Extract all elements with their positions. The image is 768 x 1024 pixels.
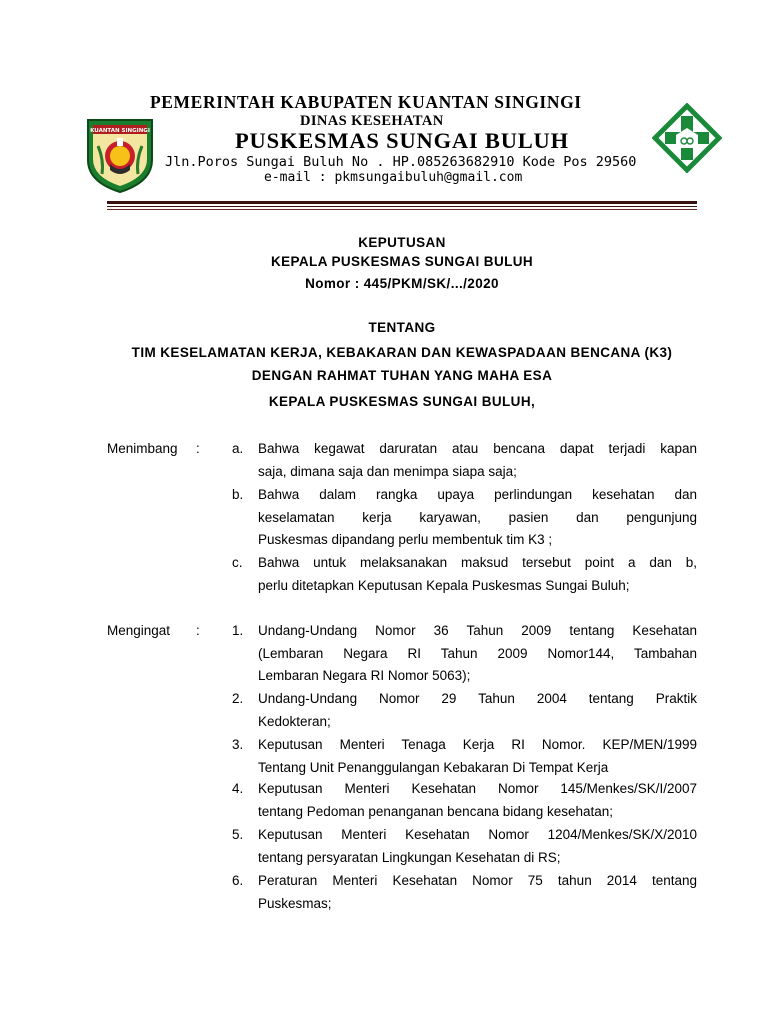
mengingat-mark-2: 2. [232,691,244,706]
address-line: Jln.Poros Sungai Buluh No . HP.085263682910 Kode Pos 29560 [165,154,637,170]
menimbang-c-line-2: perlu ditetapkan Keputusan Kepala Puskesmas Sungai Buluh; [258,577,630,593]
menimbang-item-a [258,438,697,483]
decree-issuer: KEPALA PUSKESMAS SUNGAI BULUH [270,254,534,269]
agency-name: DINAS KESEHATAN [300,113,444,129]
mengingat-2-line-1: Undang-Undang Nomor 29 Tahun 2004 tentang Praktik [258,691,697,706]
menimbang-a-line-1: Bahwa kegawat daruratan atau bencana dapat terjadi kapan [258,441,697,456]
mengingat-label: Mengingat [107,623,171,638]
mengingat-1-line-1: Undang-Undang Nomor 36 Tahun 2009 tentang Kesehatan [258,623,697,638]
mengingat-item-1 [258,620,697,688]
mengingat-item-6 [258,870,697,915]
letterhead-rule-thin [107,206,697,207]
email-line: e-mail : pkmsungaibuluh@gmail.com [264,170,523,185]
mengingat-6-line-2: Puskesmas; [258,895,332,911]
menimbang-b-line-2: keselamatan kerja karyawan, pasien dan pengunjung [258,509,697,525]
mengingat-item-2 [258,688,697,733]
regency-emblem-icon [84,116,156,194]
mengingat-2-line-2: Kedokteran; [258,713,331,729]
left-logo-text: KUANTAN SINGINGI [90,128,150,134]
mengingat-colon: : [196,623,200,638]
puskesmas-green-cross-icon [652,103,722,173]
mengingat-1-line-2: (Lembaran Negara RI Tahun 2009 Nomor144, Tambahan [258,645,697,661]
mengingat-4-line-2: tentang Pedoman penanganan bencana bidang kesehatan; [258,803,614,819]
mengingat-mark-6: 6. [232,873,244,888]
decree-issuer-comma: KEPALA PUSKESMAS SUNGAI BULUH, [268,394,536,409]
menimbang-mark-c: c. [232,555,243,570]
mengingat-3-line-1: Keputusan Menteri Tenaga Kerja RI Nomor. KEP/MEN/1999 [258,737,697,752]
mengingat-item-5 [258,824,697,869]
menimbang-item-c [258,552,697,597]
mengingat-mark-5: 5. [232,827,244,842]
mengingat-mark-1: 1. [232,623,244,638]
decree-subject: TIM KESELAMATAN KERJA, KEBAKARAN DAN KEWASPADAAN BENCANA (K3) [131,345,673,360]
menimbang-c-line-1: Bahwa untuk melaksanakan maksud tersebut point a dan b, [258,555,697,570]
mengingat-mark-4: 4. [232,781,244,796]
menimbang-item-b [258,484,697,552]
letterhead-rule-thick [107,201,697,204]
menimbang-b-line-1: Bahwa dalam rangka upaya perlindungan kesehatan dan [258,487,697,502]
mengingat-3-line-2: Tentang Unit Penanggulangan Kebakaran Di Tempat Kerja [258,759,609,775]
mengingat-item-3 [258,734,697,779]
mengingat-6-line-1: Peraturan Menteri Kesehatan Nomor 75 tahun 2014 tentang [258,873,697,888]
menimbang-label: Menimbang [107,441,178,456]
mengingat-4-line-1: Keputusan Menteri Kesehatan Nomor 145/Menkes/SK/I/2007 [258,781,697,796]
grace-line: DENGAN RAHMAT TUHAN YANG MAHA ESA [251,368,553,383]
menimbang-a-line-2: saja, dimana saja dan menimpa siapa saja; [258,463,517,479]
menimbang-mark-a: a. [232,441,244,456]
puskesmas-name: PUSKESMAS SUNGAI BULUH [235,128,569,153]
menimbang-colon: : [196,441,200,456]
menimbang-b-line-3: Puskesmas dipandang perlu membentuk tim K3 ; [258,532,553,547]
about-label: TENTANG [368,320,436,335]
mengingat-1-line-3: Lembaran Negara RI Nomor 5063); [258,668,471,683]
mengingat-5-line-1: Keputusan Menteri Kesehatan Nomor 1204/Menkes/SK/X/2010 [258,827,697,842]
mengingat-mark-3: 3. [232,737,244,752]
decree-number: Nomor : 445/PKM/SK/.../2020 [305,276,499,291]
mengingat-item-4 [258,778,697,823]
letterhead-rule-thin-2 [107,209,697,210]
government-name: PEMERINTAH KABUPATEN KUANTAN SINGINGI [150,92,582,112]
decree-heading: KEPUTUSAN [358,235,446,250]
menimbang-mark-b: b. [232,487,244,502]
mengingat-5-line-2: tentang persyaratan Lingkungan Kesehatan di RS; [258,849,561,865]
